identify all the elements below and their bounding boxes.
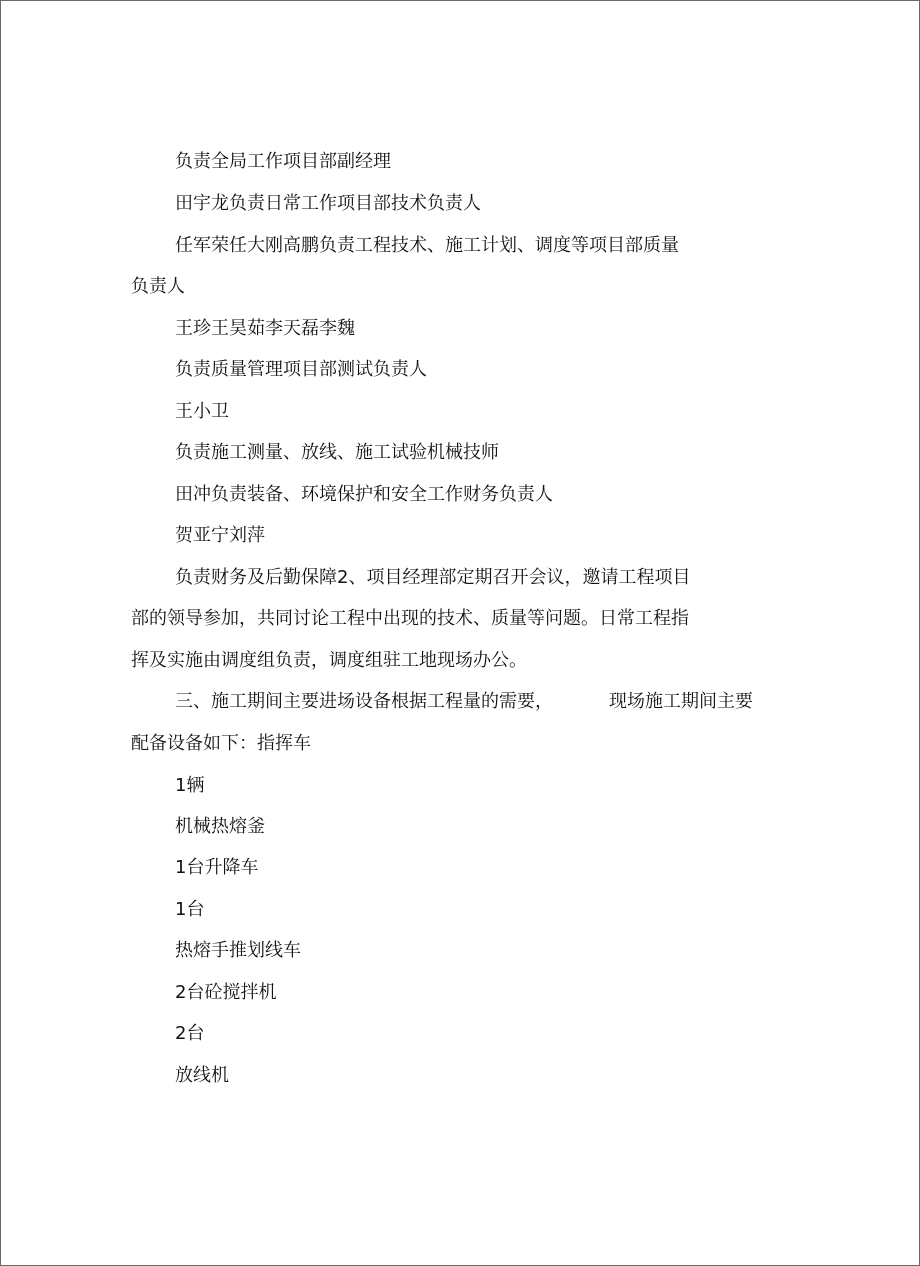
text-line: 负责财务及后勤保障2、项目经理部定期召开会议，邀请工程项目 [175,567,691,588]
text-line: 田宇龙负责日常工作项目部技术负责人 [175,193,481,214]
text-line: 2台砼搅拌机 [175,982,277,1003]
text-line: 配备设备如下：指挥车 [131,733,311,754]
text-line: 部的领导参加，共同讨论工程中出现的技术、质量等问题。日常工程指 [131,608,689,629]
text-line: 挥及实施由调度组负责，调度组驻工地现场办公。 [131,650,527,671]
text-line: 负责人 [131,276,185,297]
text-line: 贺亚宁刘萍 [175,525,265,546]
text-line: 2台 [175,1023,205,1044]
text-line: 负责施工测量、放线、施工试验机械技师 [175,442,499,463]
text-line: 1辆 [175,775,205,796]
text-line: 负责质量管理项目部测试负责人 [175,359,427,380]
text-line: 1台升降车 [175,857,259,878]
text-line: 王珍王昊茹李天磊李魏 [175,318,355,339]
text-line: 田冲负责装备、环境保护和安全工作财务负责人 [175,484,553,505]
text-line: 负责全局工作项目部副经理 [175,151,391,172]
text-line: 机械热熔釜 [175,816,265,837]
text-line: 热熔手推划线车 [175,940,301,961]
text-line: 现场施工期间主要 [609,691,753,712]
text-line: 三、施工期间主要进场设备根据工程量的需要， [175,691,553,712]
text-line: 放线机 [175,1065,229,1086]
text-line: 1台 [175,899,205,920]
text-line: 任军荣任大刚高鹏负责工程技术、施工计划、调度等项目部质量 [175,235,679,256]
text-line: 王小卫 [175,401,229,422]
